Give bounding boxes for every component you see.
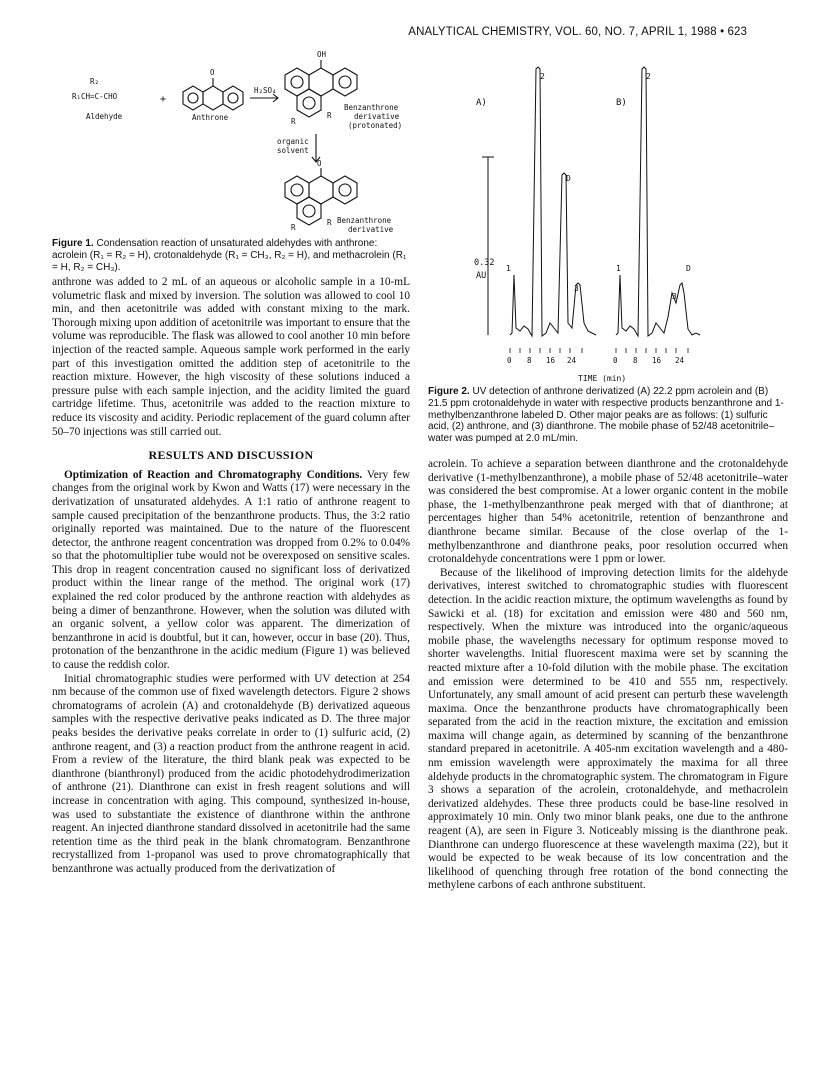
right-text-column (428, 458, 788, 893)
anthrone-label: Anthrone (192, 113, 229, 122)
peak-a-2: 2 (540, 72, 545, 81)
scale-unit: AU (476, 271, 487, 281)
scale-value: 0.32 (474, 258, 495, 268)
plus-sign: + (160, 94, 167, 105)
figure-1-reaction-scheme (52, 40, 412, 232)
tick-b-16: 16 (652, 356, 662, 365)
section-heading-results: RESULTS AND DISCUSSION (148, 448, 314, 463)
oh-label: OH (317, 50, 327, 59)
peak-b-1: 1 (616, 264, 621, 273)
tick-a-8: 8 (527, 356, 532, 365)
left-paragraph-2 (52, 469, 410, 673)
benzanthrone-label-2: derivative (348, 225, 394, 232)
r2-label-top: R (291, 117, 296, 126)
left-paragraph-2-body: Very few changes from the original work by Kwon and Watts (17) were necessary in the derivatization of unsaturated aldehydes. A 1:1 ratio of anthrone reagent to sample caused precipitation of the benzanthrone products. Thus, the 3:2 ratio originally reported was maintained. Due to the nature of the fluorescent detector, the anthrone reagent concentration was dropped from 0.2% to 0.04% so that the photomultiplier tube would not be overexposed on sensitive scales. This drop in reagent concentration caused no significant loss of derivatized product within the linear range of the method. The original work (17) explained the red color produced by the anthrone reaction with aldehydes as being a dimer of benzanthrone. However, when the solution was diluted with an organic solvent, a yellow color was apparent. The dimerization of benzanthrone in acid is doubtful, but it can, however, occur in base (20). Thus, protonation of the benzanthrone in the acidic medium (Figure 1) was believed to cause the reddish color. (52, 468, 410, 672)
peak-b-2: 2 (646, 72, 651, 81)
panel-b-label: B) (616, 98, 627, 108)
chromatogram-a-trace (510, 67, 596, 336)
o-label-bottom: O (317, 159, 322, 168)
solvent-label-2: solvent (277, 146, 309, 155)
paragraph-lead-heading: Optimization of Reaction and Chromatography Conditions. (64, 468, 363, 481)
tick-a-16: 16 (546, 356, 556, 365)
figure-2-caption-label: Figure 2. (428, 386, 470, 397)
time-axis-label: TIME (min) (578, 374, 627, 383)
protonated-label-2: derivative (354, 112, 400, 121)
time-axis-ticks (510, 348, 688, 353)
left-text-column (52, 276, 410, 877)
protonated-label-1: Benzanthrone (344, 103, 399, 112)
aldehyde-formula: R₁CH=C-CHO (72, 92, 118, 101)
peak-a-d: D (566, 174, 571, 183)
left-paragraph-1: anthrone was added to 2 mL of an aqueous or alcoholic sample in a 10-mL volumetric flask and mixed by inversion. The solution was allowed to cool 10 min, and then acetonitrile was added with constant mixing to the mark. Thorough mixing upon addition of acetonitrile was important to ensure that the volume was reproducible. The flask was allowed to cool another 10 min before injection of the reacted sample. Aqueous sample work performed in the early part of this investigation omitted the addition step of acetonitrile to the reaction mixture. However, the high viscosity of these solutions induced a pressure pulse with each sample injection, and the acidity limited the guard cartridge lifetime. Thus, acetonitrile was added to the reaction mixture to reduce its viscosity and acidity. Periodic replacement of the guard column after 50–70 injections was still carried out. (52, 276, 410, 438)
tick-b-8: 8 (633, 356, 638, 365)
panel-a-label: A) (476, 98, 487, 108)
tick-b-0: 0 (613, 356, 618, 365)
protonated-label-3: (protonated) (348, 121, 403, 130)
tick-b-24: 24 (675, 356, 685, 365)
figure-2-caption (428, 386, 790, 445)
figure-2-caption-text: UV detection of anthrone derivatized (A) 22.2 ppm acrolein and (B) 21.5 ppm crotonaldehyde in water with respective products benzanthrone and 1-methylbenzanthrone labeled D. Other major peaks are as follows: (1) sulfuric acid, (2) anthrone, and (3) dianthrone. The mobile phase of 52/48 acetonitrile–water was pumped at 2.0 mL/min. (428, 386, 784, 445)
anthrone-o-label: O (210, 68, 215, 77)
reaction-scheme-drawing (52, 40, 412, 232)
peak-a-1: 1 (506, 264, 511, 273)
tick-a-0: 0 (507, 356, 512, 365)
right-paragraph-1: acrolein. To achieve a separation between dianthrone and the crotonaldehyde derivative (1-methylbenzanthrone), a mobile phase of 52/48 acetonitrile–water was considered the best compromise. At a lower organic content in the mobile phase, the 1-methylbenzanthrone peak merged with that of dianthrone; at percentages higher than 54% acetonitrile, retention of benzanthrone and dianthrone became similar. Because of the close overlap of the 1-methylbenzanthrone and dianthrone peaks, poor resolution occurred when crotonaldehyde concentrations were 1 ppm or lower. (428, 458, 788, 566)
tick-a-24: 24 (567, 356, 577, 365)
figure-1-caption-text: Condensation reaction of unsaturated aldehydes with anthrone: acrolein (R₁ = R₂ = H), crotonaldehyde (R₁ = CH₃, R₂ = H), and methacrolein (R₁ = H, R₂ = CH₃). (52, 238, 407, 273)
r2-label-bottom: R (291, 223, 296, 232)
peak-a-3: 3 (574, 284, 579, 293)
reagent-label: H₂SO₄ (254, 86, 277, 95)
anthrone-structure (183, 78, 243, 110)
left-paragraph-3: Initial chromatographic studies were performed with UV detection at 254 nm because of the common use of fixed wavelength detectors. Figure 2 shows chromatograms of acrolein (A) and crotonaldehyde (B) derivatized aqueous samples with the respective derivative peaks indicated as D. The three major peaks besides the derivative peaks correlate in order to (1) sulfuric acid, (2) anthrone reagent, and (3) a reaction product from the anthrone reagent in acid. From a review of the literature, the third blank peak was expected to be dianthrone (bianthronyl) produced from the acidic photodehydrodimerization of anthrone (21). Dianthrone can exist in fresh reagent solutions and will increase in concentration with aging. This compound, synthesized in-house, was used to substantiate the existence of dianthrone within the anthrone reagent. An injected dianthrone standard dissolved in acetonitrile had the same retention time as the third peak in the blank chromatogram. Benzanthrone recrystallized from 1-propanol was used to prove chromatographically that benzanthrone was actually produced from the derivatization of (52, 672, 410, 875)
aldehyde-label: Aldehyde (86, 112, 123, 121)
chromatogram-drawing (470, 45, 730, 385)
benzanthrone-label-1: Benzanthrone (337, 216, 392, 225)
figure-1-caption (52, 238, 412, 273)
aldehyde-r2-label: R₂ (90, 77, 100, 86)
solvent-label-1: organic (277, 137, 309, 146)
right-paragraph-2: Because of the likelihood of improving detection limits for the aldehyde derivatives, interest switched to chromatographic studies with fluorescent detection. In the acidic reaction mixture, the optimum wavelengths as found by Sawicki et al. (18) for excitation and emission were 480 and 560 nm, respectively. When the mixture was introduced into the organic/aqueous mobile phase, the wavelengths necessary for optimum response moved to shorter wavelengths. Initial fluorescent maxima were set by scanning the reacted mixture after a 10-fold dilution with the mobile phase. The excitation and emission were determined to be 410 and 555 nm, respectively. Unfortunately, any small amount of acid present can perturb these wavelength maxima. Once the benzanthrone products have chromatographically been separated from the acid in the reaction mixture, the excitation and emission maxima will change again, as determined by scanning of the benzanthrone standard prepared in acetonitrile. A 405-nm excitation wavelength and a 480-nm emission wavelength were approximately the maxima for all three aldehyde products in the chromatographic system. The chromatogram in Figure 3 shows a separation of the acrolein, crotonaldehyde, and methacrolein derivatized aldehydes. These three products could be base-line resolved in approximately 10 min. Only two minor blank peaks, one due to the anthrone reagent (A), are seen in Figure 3. Noticeably missing is the dianthrone peak. Dianthrone can undergo fluorescence at these wavelength maxima (22), but it would be expected to be weak because of its low concentration and the likelihood of quenching through free rotation of the bond connecting the methylene carbons of each anthrone substituent. (428, 566, 788, 892)
r1-label-bottom: R (327, 218, 332, 227)
peak-b-3: 3 (672, 292, 677, 301)
r1-label-top: R (327, 111, 332, 120)
peak-b-d: D (686, 264, 691, 273)
figure-1-caption-label: Figure 1. (52, 238, 94, 249)
running-header: ANALYTICAL CHEMISTRY, VOL. 60, NO. 7, APRIL 1, 1988 • 623 (408, 26, 747, 38)
chromatogram-b-trace (616, 67, 700, 336)
figure-2-chromatograms (470, 45, 730, 385)
